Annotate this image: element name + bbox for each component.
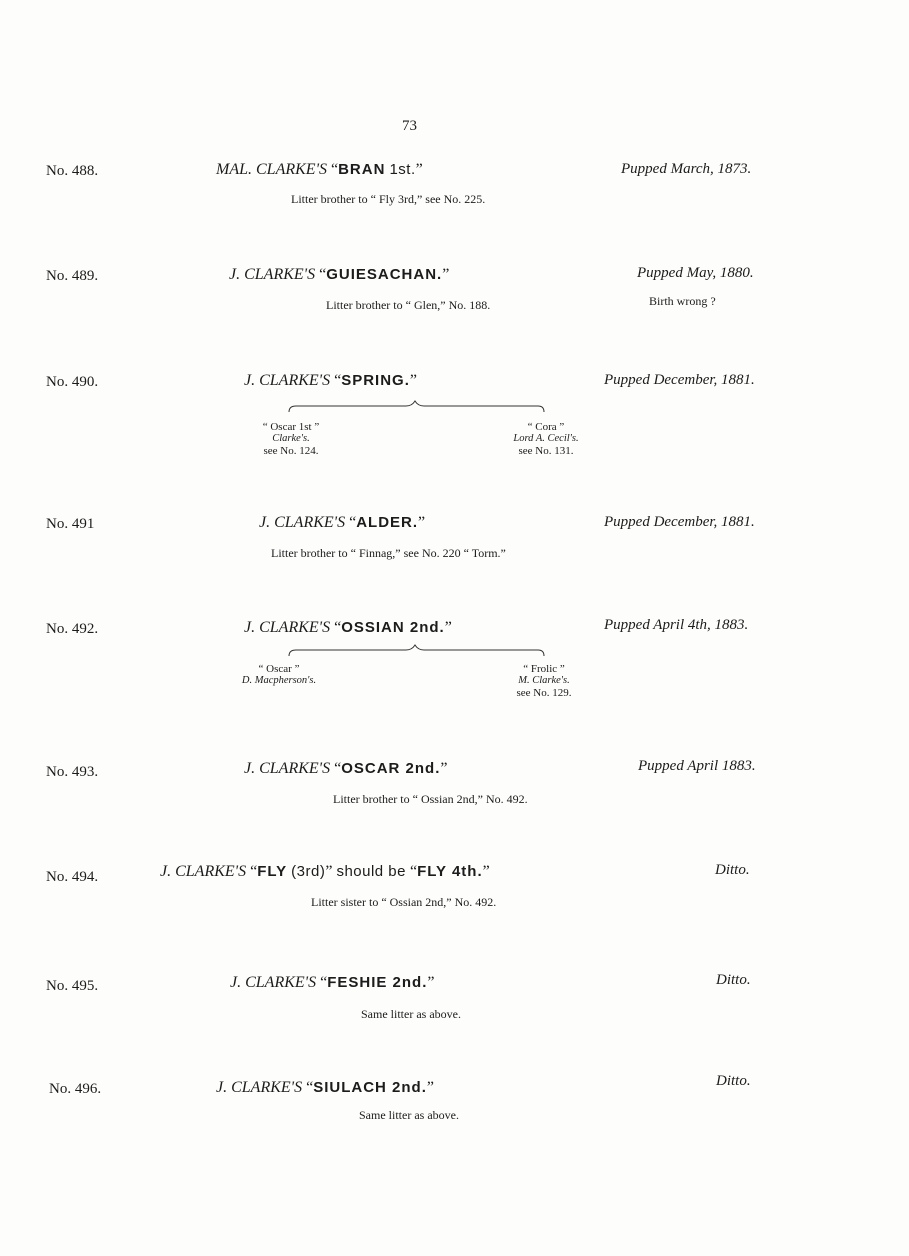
sire-block: [224, 663, 334, 687]
entry-number: No. 488.: [46, 163, 99, 179]
entry-title: J. CLARKE'S “FESHIE 2nd.”: [230, 974, 435, 991]
entry-note: Litter brother to “ Ossian 2nd,” No. 492.: [333, 792, 528, 806]
pedigree-brace: [288, 400, 546, 416]
pupped-date: Pupped May, 1880.: [637, 265, 754, 281]
dam-name: “ Cora ”: [527, 421, 565, 433]
owner-name: J. CLARKE'S: [230, 974, 317, 991]
entry-title: MAL. CLARKE'S “BRAN 1st.”: [216, 161, 423, 178]
dog-name-mid: (3rd): [291, 863, 326, 880]
entry-title: J. CLARKE'S “SIULACH 2nd.”: [216, 1079, 434, 1096]
sire-owner: D. Macpherson's.: [241, 675, 317, 686]
dog-name: SPRING.: [341, 372, 410, 389]
entry-title: J. CLARKE'S “ALDER.”: [259, 514, 426, 531]
pupped-date: Pupped December, 1881.: [604, 372, 755, 388]
entry-title: J. CLARKE'S “OSSIAN 2nd.”: [244, 619, 452, 636]
dog-name: OSSIAN 2nd.: [341, 619, 445, 636]
entry-number: No. 496.: [49, 1081, 102, 1097]
entry-number: No. 491: [46, 516, 95, 532]
entry-note: Litter brother to “ Glen,” No. 188.: [326, 298, 491, 312]
sire-ref: see No. 124.: [263, 445, 319, 457]
entry-number: No. 492.: [46, 621, 99, 637]
entry-title: J. CLARKE'S “OSCAR 2nd.”: [244, 760, 448, 777]
entry-number: No. 493.: [46, 764, 99, 780]
dam-block: [498, 421, 594, 457]
entry-note: Same litter as above.: [359, 1108, 459, 1122]
dog-name-corrected: FLY 4th.: [417, 863, 483, 880]
entry-note: Litter brother to “ Finnag,” see No. 220 “ Torm.”: [271, 546, 506, 560]
owner-name: J. CLARKE'S: [259, 514, 346, 531]
entry-title: J. CLARKE'S “SPRING.”: [244, 372, 417, 389]
entry-title: J. CLARKE'S “FLY (3rd)” should be “FLY 4th.”: [160, 863, 490, 880]
correction-text: should be: [336, 863, 406, 880]
dam-ref: see No. 131.: [518, 445, 574, 457]
pupped-date: Pupped April 1883.: [638, 758, 756, 774]
dog-name: OSCAR 2nd.: [341, 760, 441, 777]
pupped-date: Ditto.: [716, 1073, 751, 1089]
sire-name: “ Oscar 1st ”: [262, 421, 320, 433]
owner-name: J. CLARKE'S: [244, 372, 331, 389]
entry-note: Litter brother to “ Fly 3rd,” see No. 225.: [291, 192, 486, 206]
dam-owner: Lord A. Cecil's.: [513, 433, 579, 444]
entry-number: No. 489.: [46, 268, 99, 284]
owner-name: J. CLARKE'S: [229, 266, 316, 283]
owner-name: J. CLARKE'S: [216, 1079, 303, 1096]
date-note: Birth wrong ?: [649, 294, 716, 308]
dog-name: ALDER.: [356, 514, 419, 531]
sire-block: [247, 421, 335, 457]
dog-name: SIULACH 2nd.: [313, 1079, 427, 1096]
dog-name: FLY: [257, 863, 288, 880]
sire-name: “ Oscar ”: [258, 663, 300, 675]
pupped-date: Pupped December, 1881.: [604, 514, 755, 530]
dam-name: “ Frolic ”: [523, 663, 565, 675]
entry-title: J. CLARKE'S “GUIESACHAN.”: [229, 266, 450, 283]
entry-note: Same litter as above.: [361, 1007, 461, 1021]
pupped-date: Pupped March, 1873.: [621, 161, 752, 177]
pupped-date: Ditto.: [716, 972, 751, 988]
entry-number: No. 495.: [46, 978, 99, 994]
pedigree-brace: [288, 644, 546, 660]
dog-name: GUIESACHAN.: [326, 266, 443, 283]
entry-number: No. 490.: [46, 374, 99, 390]
pupped-date: Pupped April 4th, 1883.: [604, 617, 749, 633]
owner-name: MAL. CLARKE'S: [216, 161, 327, 178]
page-number: 73: [402, 118, 417, 134]
pupped-date: Ditto.: [715, 862, 750, 878]
dog-name: BRAN: [338, 161, 386, 178]
dog-name: FESHIE 2nd.: [327, 974, 428, 991]
dam-owner: M. Clarke's.: [518, 675, 570, 686]
entry-note: Litter sister to “ Ossian 2nd,” No. 492.: [311, 895, 497, 909]
entry-number: No. 494.: [46, 869, 99, 885]
sire-owner: Clarke's.: [272, 433, 310, 444]
dam-ref: see No. 129.: [516, 687, 572, 699]
owner-name: J. CLARKE'S: [244, 619, 331, 636]
dam-block: [500, 663, 588, 699]
dog-name-suffix: 1st.: [389, 161, 416, 178]
owner-name: J. CLARKE'S: [160, 863, 247, 880]
owner-name: J. CLARKE'S: [244, 760, 331, 777]
